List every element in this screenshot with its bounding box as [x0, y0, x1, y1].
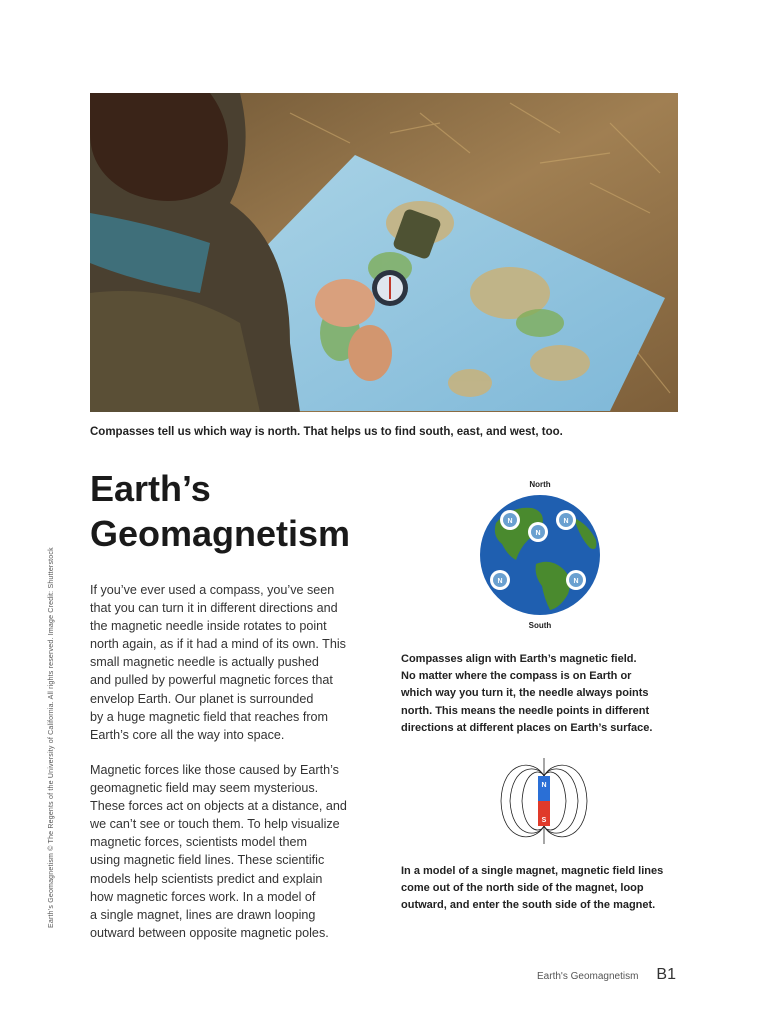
text-line: models help scientists predict and explain: [90, 871, 323, 886]
magnet-field-figure: [498, 756, 590, 846]
text-line: magnetic forces, scientists model them: [90, 835, 307, 850]
text-line: we can’t see or touch them. To help visualize: [90, 817, 340, 832]
text-line: If you’ve ever used a compass, you’ve seen: [90, 583, 335, 597]
compass-icon: [528, 522, 548, 542]
page-footer: [537, 966, 676, 984]
body-paragraph-2: [90, 761, 362, 942]
image-credit: Earth’s Geomagnetism © The Regents of the University of California. All rights reserved. Image Credit: Shutterstock: [48, 547, 55, 928]
svg-text:N: N: [563, 518, 569, 525]
text-line: These forces act on objects at a distance, and: [90, 799, 347, 814]
caption-line: which way you turn it, the needle always points: [401, 687, 649, 700]
text-line: how magnetic forces work. In a model of: [90, 889, 316, 904]
north-letter: N: [541, 782, 547, 789]
svg-text:N: N: [507, 518, 513, 525]
text-line: by a huge magnetic field that reaches from: [90, 709, 329, 724]
footer-title: Earth's Geomagnetism: [537, 971, 639, 982]
body-paragraph-1: [90, 581, 362, 744]
text-line: envelop Earth. Our planet is surrounded: [90, 691, 314, 706]
magnet-caption: [401, 863, 681, 915]
north-label: North: [529, 480, 551, 489]
compass-icon: [500, 510, 520, 530]
text-line: the magnetic needle inside rotates to point: [90, 619, 327, 634]
text-line: Earth’s core all the way into space.: [90, 727, 285, 742]
text-line: geomagnetic field may seem mysterious.: [90, 781, 319, 796]
text-line: using magnetic field lines. These scientific: [90, 853, 325, 868]
page-number: B1: [656, 966, 676, 983]
caption-line: Compasses align with Earth’s magnetic field.: [401, 653, 637, 665]
compass-map-photo: [90, 93, 678, 412]
caption-line: directions at different places on Earth’s surface.: [401, 721, 653, 734]
title-line: Geomagnetism: [90, 513, 351, 554]
text-line: and pulled by powerful magnetic forces that: [90, 673, 333, 688]
compass-icon: [490, 570, 510, 590]
title-line: Earth’s: [90, 468, 211, 509]
caption-line: outward, and enter the south side of the magnet.: [401, 899, 656, 912]
compass-icon: [556, 510, 576, 530]
caption-line: In a model of a single magnet, magnetic field lines: [401, 865, 664, 877]
photo-caption: Compasses tell us which way is north. That helps us to find south, east, and west, too.: [90, 426, 563, 438]
globe-caption: [401, 651, 681, 737]
south-letter: S: [541, 817, 547, 824]
svg-text:N: N: [497, 578, 503, 585]
text-line: outward between opposite magnetic poles.: [90, 925, 329, 940]
caption-line: come out of the north side of the magnet, loop: [401, 882, 644, 895]
compass-icon: [566, 570, 586, 590]
page-title: [90, 466, 350, 556]
caption-line: No matter where the compass is on Earth or: [401, 670, 632, 683]
south-label: South: [528, 621, 552, 630]
caption-line: north. This means the needle points in different: [401, 704, 650, 717]
globe-figure: [470, 478, 610, 634]
text-line: small magnetic needle is actually pushed: [90, 655, 319, 670]
text-line: that you can turn it in different directions and: [90, 601, 338, 616]
text-line: north again, as if it had a mind of its own. This: [90, 637, 346, 652]
svg-text:N: N: [535, 530, 541, 537]
text-line: Magnetic forces like those caused by Earth’s: [90, 763, 339, 777]
svg-text:N: N: [573, 578, 579, 585]
text-line: a single magnet, lines are drawn looping: [90, 907, 316, 922]
